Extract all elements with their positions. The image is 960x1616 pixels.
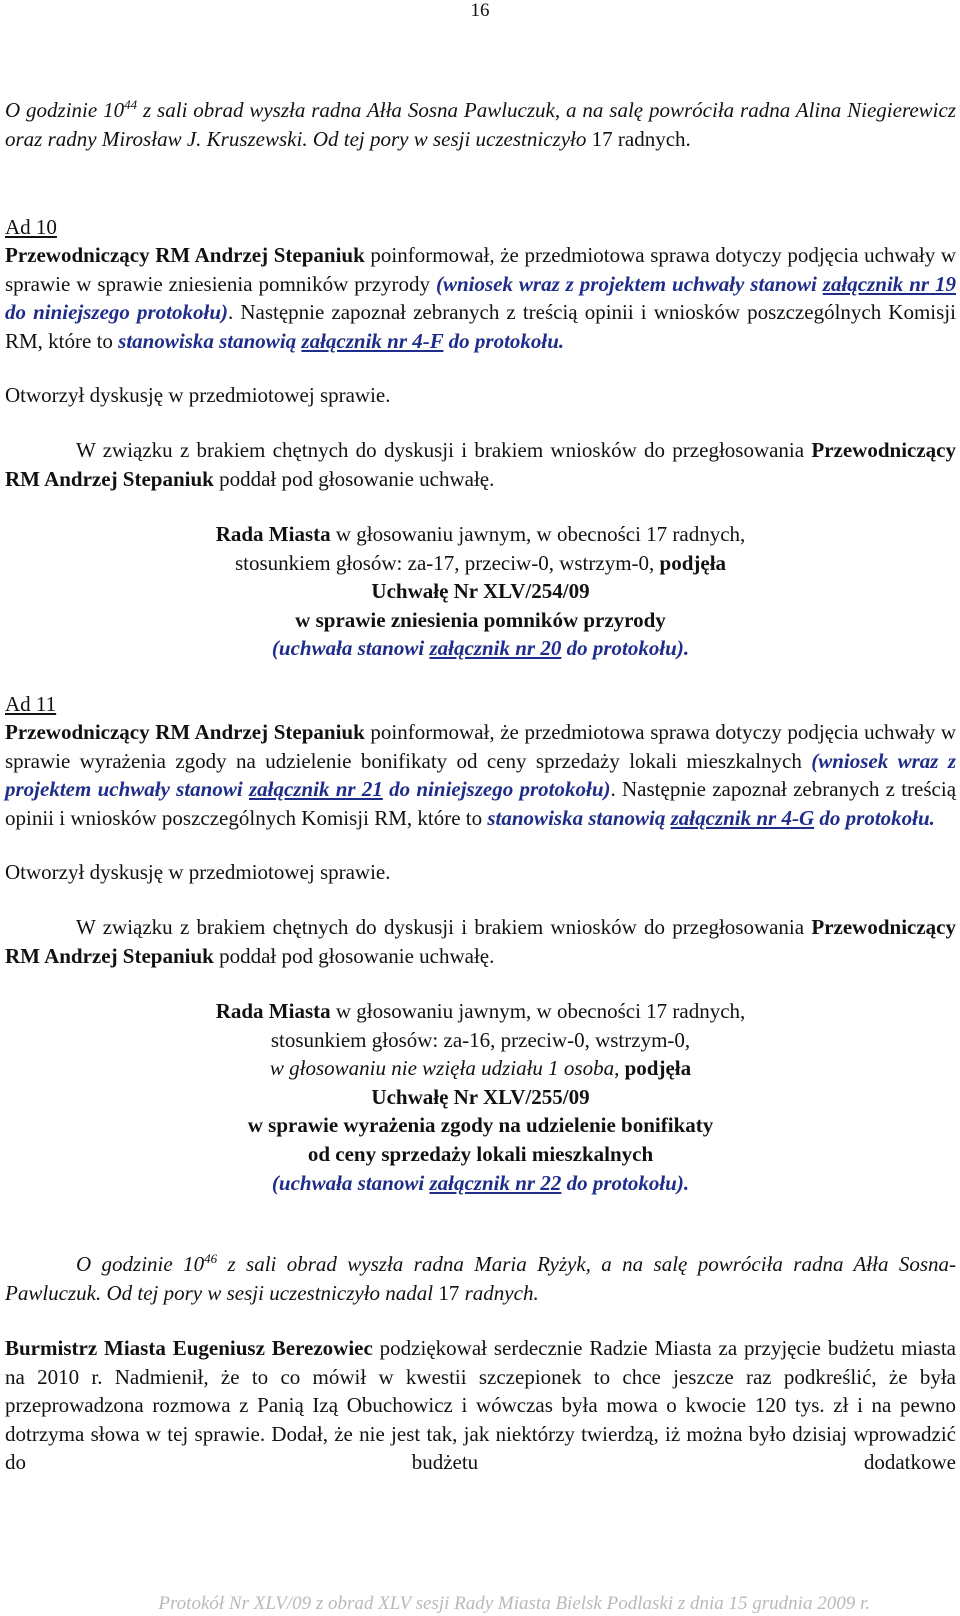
resolution-attachment: załącznik nr 20 <box>429 636 562 661</box>
speaker-name: Przewodniczący RM Andrzej Stepaniuk <box>5 243 365 267</box>
vote-result: stosunkiem głosów: za-16, przeciw-0, wstrzym-0, <box>270 1027 691 1052</box>
ad10-vote-intro <box>5 436 956 493</box>
speaker-name: Burmistrz Miasta Eugeniusz Berezowiec <box>5 1336 373 1360</box>
footer-text: Protokół Nr XLV/09 z obrad XLV sesji Rady Miasta Bielsk Podlaski z dnia 15 grudnia 2009 r. <box>158 1593 870 1614</box>
attachment-note-end: do niniejszego protokołu) <box>382 777 611 802</box>
section-heading: Ad 10 <box>5 215 57 239</box>
adopted-label: podjęła <box>659 550 727 575</box>
attendance-note-2 <box>5 1250 956 1307</box>
speaker-name: Przewodniczący RM Andrzej Stepaniuk <box>5 720 365 744</box>
time-text: O godzinie 10 <box>76 1252 205 1276</box>
attachment-reference: załącznik nr 21 <box>248 777 383 802</box>
resolution-note: (uchwała stanowi <box>271 1170 430 1195</box>
resolution-note: (uchwała stanowi <box>271 636 430 661</box>
vote-intro-text: W związku z brakiem chętnych do dyskusji i brakiem wniosków do przegłosowania <box>76 438 812 462</box>
attachment-reference: załącznik nr 19 <box>822 271 956 296</box>
opinions-reference: załącznik nr 4-F <box>301 328 444 353</box>
discussion-text: Otworzył dyskusję w przedmiotowej sprawie. <box>5 860 391 884</box>
resolution-number: Uchwałę Nr XLV/255/09 <box>371 1084 590 1109</box>
paragraph-text: . Następnie zapoznał zebranych z treścią opinii i wniosków poszczególnych Komisji RM, które to <box>5 300 956 353</box>
note-end: radnych. <box>459 1280 539 1305</box>
vote-intro-end: poddał pod głosowanie uchwałę. <box>213 943 495 968</box>
time-minutes: 46 <box>204 1251 218 1266</box>
ad11-vote-intro <box>5 913 956 970</box>
speaker-name: Przewodniczący RM Andrzej Stepaniuk <box>5 915 956 968</box>
attendance-note-1 <box>5 96 956 153</box>
paragraph-text: poinformował, że przedmiotowa sprawa dotyczy podjęcia uchwały w sprawie wyrażenia zgody na udzielenie bonifikaty od ceny sprzedaży lokali mieszkalnych <box>5 720 956 773</box>
attachment-note: (wniosek wraz z projektem uchwały stanowi <box>5 748 957 802</box>
time-text: O godzinie 10 <box>5 98 125 122</box>
ad11-discussion <box>5 858 956 887</box>
discussion-text: Otworzył dyskusję w przedmiotowej sprawie. <box>5 383 391 407</box>
vote-description: w głosowaniu jawnym, w obecności 17 radnych, <box>330 999 746 1023</box>
resolution-subject: w sprawie wyrażenia zgody na udzielenie bonifikaty <box>247 1113 714 1138</box>
resolution-note-end: do protokołu). <box>561 636 690 661</box>
paragraph-text: poinformował, że przedmiotowa sprawa dotyczy podjęcia uchwały w sprawie w sprawie zniesienia pomników przyrody <box>5 243 956 296</box>
attachment-note: (wniosek wraz z projektem uchwały stanowi <box>435 271 823 296</box>
speaker-name: Przewodniczący RM Andrzej Stepaniuk <box>5 438 956 491</box>
vote-intro-text: W związku z brakiem chętnych do dyskusji i brakiem wniosków do przegłosowania <box>76 915 812 939</box>
resolution-attachment: załącznik nr 22 <box>429 1170 562 1195</box>
ad11-paragraph <box>5 718 956 832</box>
ad10-discussion <box>5 381 956 410</box>
vote-result: stosunkiem głosów: za-17, przeciw-0, wstrzym-0, <box>234 550 660 575</box>
attendee-count: 17 <box>591 126 613 151</box>
council-name: Rada Miasta <box>215 522 331 546</box>
ad10-resolution <box>5 520 956 663</box>
note-end: radnych. <box>612 126 691 151</box>
vote-intro-end: poddał pod głosowanie uchwałę. <box>213 466 495 491</box>
abstention-note: w głosowaniu nie wzięła udziału 1 osoba <box>269 1056 615 1081</box>
adopted-label: podjęła <box>624 1056 692 1081</box>
note-text: z sali obrad wyszła radna Maria Ryżyk, a na salę powróciła radna Ałła Sosna-Pawluczuk. Od tej pory w sesji uczestniczyło nadal <box>5 1252 957 1305</box>
opinions-note-end: do protokołu. <box>443 328 565 353</box>
mayor-paragraph <box>5 1334 956 1477</box>
resolution-number: Uchwałę Nr XLV/254/09 <box>371 579 590 604</box>
paragraph-text: podziękował serdecznie Radzie Miasta za przyjęcie budżetu miasta na 2010 r. Nadmienił, że to co mówił w kwestii szczepionek to chce jeszcze raz podkreślić, że była przeprowadzona rozmowa z Panią Izą Obuchowicz i wówczas była mowa o kwocie 120 tys. zł i na pewno dotrzyma słowa w tej sprawie. Dodał, że nie jest tak, jak niektórzy twierdzą, iż można było dzisiaj wprowadzić do budżetu dodatkowe <box>5 1336 956 1475</box>
page-number: 16 <box>470 0 490 21</box>
ad11-resolution <box>5 997 956 1197</box>
attendee-count: 17 <box>438 1280 460 1305</box>
resolution-subject: w sprawie zniesienia pomników przyrody <box>295 607 666 632</box>
vote-description: w głosowaniu jawnym, w obecności 17 radnych, <box>330 522 746 546</box>
section-heading: Ad 11 <box>5 692 57 716</box>
resolution-note-end: do protokołu). <box>561 1170 690 1195</box>
opinions-note-end: do protokołu. <box>814 805 935 830</box>
attachment-note-end: do niniejszego protokołu) <box>5 300 229 325</box>
time-minutes: 44 <box>124 97 138 112</box>
opinions-reference: załącznik nr 4-G <box>670 805 815 830</box>
document-footer <box>0 1593 960 1615</box>
paragraph-text: . Następnie zapoznał zebranych z treścią opinii i wniosków poszczególnych Komisji RM, które to <box>5 777 957 830</box>
note-text: z sali obrad wyszła radna Ałła Sosna Pawluczuk, a na salę powróciła radna Alina Niegierewicz oraz radny Mirosław J. Kruszewski. Od tej pory w sesji uczestniczyło <box>5 98 956 151</box>
ad11-heading <box>5 690 956 719</box>
council-name: Rada Miasta <box>215 999 331 1023</box>
separator: , <box>614 1056 625 1081</box>
resolution-subject-cont: od ceny sprzedaży lokali mieszkalnych <box>307 1141 654 1166</box>
opinions-note: stanowiska stanowią <box>118 328 302 353</box>
ad10-paragraph <box>5 241 956 355</box>
opinions-note: stanowiska stanowią <box>487 805 671 830</box>
ad10-heading <box>5 213 956 242</box>
